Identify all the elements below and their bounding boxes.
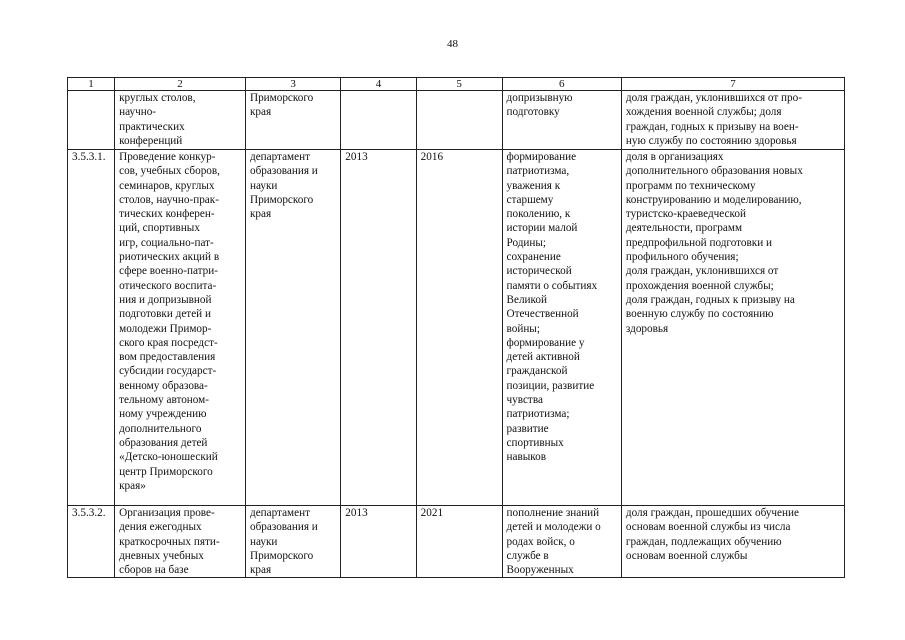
text-line: науки: [250, 535, 278, 548]
expected-result: [502, 150, 621, 506]
column-number: 4: [341, 78, 416, 91]
text-line: уважения к: [506, 179, 561, 192]
table-row: [68, 150, 845, 506]
text-line: Организация прове-: [119, 507, 215, 519]
indicator: [621, 506, 844, 578]
text-line: истории малой: [506, 222, 578, 235]
text-line: родах войск, о: [506, 535, 575, 548]
text-line: Проведение конкур-: [119, 151, 216, 163]
text-line: детей и молодежи о: [506, 521, 601, 534]
text-line: программ по техническому: [625, 179, 756, 192]
text-line: развитие: [506, 422, 549, 435]
text-line: основам военной службы из числа: [625, 521, 791, 534]
program-table: [67, 77, 845, 578]
text-line: войны;: [506, 322, 540, 335]
text-line: края»: [119, 479, 146, 492]
text-line: подготовку: [506, 106, 560, 119]
text-line: спортивных: [506, 436, 564, 449]
text-line: образования и: [250, 165, 318, 178]
text-line: навыков: [506, 451, 547, 464]
text-line: вом предоставления: [119, 351, 216, 364]
expected-result: [502, 91, 621, 150]
text-line: доля граждан, уклонившихся от: [625, 265, 779, 278]
text-line: доля граждан, прошедших обучение: [625, 507, 799, 519]
text-line: дополнительного: [119, 422, 202, 435]
text-line: пополнение знаний: [506, 507, 600, 519]
text-line: патриотизма,: [506, 165, 570, 178]
text-line: сборов на базе: [119, 564, 189, 577]
column-number: 2: [115, 78, 246, 91]
text-line: исторической: [506, 265, 572, 278]
text-line: детей активной: [506, 351, 580, 364]
text-line: научно-: [119, 106, 157, 119]
text-line: поколению, к: [506, 208, 571, 221]
text-line: дения ежегодных: [119, 521, 202, 534]
text-line: департамент: [250, 151, 310, 163]
text-line: здоровья: [625, 322, 669, 335]
text-line: туристско-краеведческой: [625, 208, 746, 221]
column-number: 3: [246, 78, 341, 91]
text-line: основам военной службы: [625, 549, 748, 562]
text-line: науки: [250, 179, 278, 192]
item-number: 3.5.3.2.: [68, 506, 115, 578]
column-number: 6: [502, 78, 621, 91]
text-line: тических конферен-: [119, 208, 215, 221]
column-number: 1: [68, 78, 115, 91]
text-line: игр, социально-пат-: [119, 236, 214, 249]
column-number: 7: [621, 78, 844, 91]
column-number: 5: [416, 78, 502, 91]
text-line: «Детско-юношеский: [119, 451, 218, 464]
measure-name: [115, 91, 246, 150]
text-line: профильного обучения;: [625, 251, 739, 264]
text-line: тельному автоном-: [119, 394, 209, 407]
text-line: ций, спортивных: [119, 222, 200, 235]
text-line: краткосрочных пяти-: [119, 535, 220, 548]
measure-name: [115, 150, 246, 506]
text-line: практических: [119, 120, 185, 133]
text-line: гражданской: [506, 365, 568, 378]
text-line: края: [250, 564, 272, 577]
text-line: Приморского: [250, 92, 314, 104]
text-line: конструированию и моделированию,: [625, 193, 802, 206]
text-line: Отечественной: [506, 308, 579, 321]
text-line: службе в: [506, 549, 549, 562]
text-line: Вооруженных: [506, 564, 574, 577]
text-line: позиции, развитие: [506, 379, 595, 392]
text-line: доля граждан, годных к призыву на: [625, 293, 795, 306]
text-line: круглых столов,: [119, 92, 196, 104]
text-line: граждан, подлежащих обучению: [625, 535, 782, 548]
text-line: дополнительного образования новых: [625, 165, 803, 178]
text-line: венному образова-: [119, 379, 208, 392]
table-row: [68, 91, 845, 150]
end-year: 2021: [416, 506, 502, 578]
text-line: дневных учебных: [119, 549, 204, 562]
text-line: молодежи Примор-: [119, 322, 212, 335]
executor: [246, 91, 341, 150]
text-line: края: [250, 208, 272, 221]
text-line: отического воспита-: [119, 279, 217, 292]
text-line: сфере военно-патри-: [119, 265, 218, 278]
text-line: памяти о событиях: [506, 279, 598, 292]
text-line: хождения военной службы; доля: [625, 106, 782, 119]
indicator: [621, 150, 844, 506]
item-number: 3.5.3.1.: [68, 150, 115, 506]
text-line: конференций: [119, 134, 183, 147]
end-year: 2016: [416, 150, 502, 506]
table-row: [68, 506, 845, 578]
measure-name: [115, 506, 246, 578]
text-line: Приморского: [250, 193, 314, 206]
expected-result: [502, 506, 621, 578]
text-line: центр Приморского: [119, 465, 213, 478]
text-line: ского края посредст-: [119, 336, 218, 349]
text-line: Приморского: [250, 549, 314, 562]
executor: [246, 150, 341, 506]
text-line: ния и допризывной: [119, 293, 212, 306]
executor: [246, 506, 341, 578]
text-line: граждан, годных к призыву на воен-: [625, 120, 799, 133]
text-line: деятельности, программ: [625, 222, 743, 235]
end-year: [416, 91, 502, 150]
text-line: допризывную: [506, 92, 573, 104]
text-line: сов, учебных сборов,: [119, 165, 220, 178]
start-year: 2013: [341, 506, 416, 578]
text-line: формирование: [506, 151, 577, 163]
text-line: образования детей: [119, 436, 208, 449]
text-line: старшему: [506, 193, 554, 206]
text-line: ному учреждению: [119, 408, 207, 421]
text-line: прохождения военной службы;: [625, 279, 774, 292]
page-number: 48: [447, 38, 458, 50]
text-line: доля в организациях: [625, 151, 724, 163]
text-line: семинаров, круглых: [119, 179, 215, 192]
text-line: образования и: [250, 521, 318, 534]
text-line: подготовки детей и: [119, 308, 211, 321]
text-line: формирование у: [506, 336, 585, 349]
text-line: департамент: [250, 507, 310, 519]
text-line: предпрофильной подготовки и: [625, 236, 772, 249]
column-number-row: [68, 78, 845, 91]
text-line: ную службу по состоянию здоровья: [625, 134, 797, 147]
text-line: военную службу по состоянию: [625, 308, 774, 321]
text-line: доля граждан, уклонившихся от про-: [625, 92, 802, 104]
text-line: Великой: [506, 293, 547, 306]
indicator: [621, 91, 844, 150]
text-line: субсидии государст-: [119, 365, 217, 378]
text-line: риотических акций в: [119, 251, 220, 264]
text-line: столов, научно-прак-: [119, 193, 219, 206]
text-line: края: [250, 106, 272, 119]
text-line: чувства: [506, 394, 543, 407]
item-number: [68, 91, 115, 150]
start-year: [341, 91, 416, 150]
text-line: Родины;: [506, 236, 547, 249]
start-year: 2013: [341, 150, 416, 506]
text-line: сохранение: [506, 251, 561, 264]
text-line: патриотизма;: [506, 408, 570, 421]
